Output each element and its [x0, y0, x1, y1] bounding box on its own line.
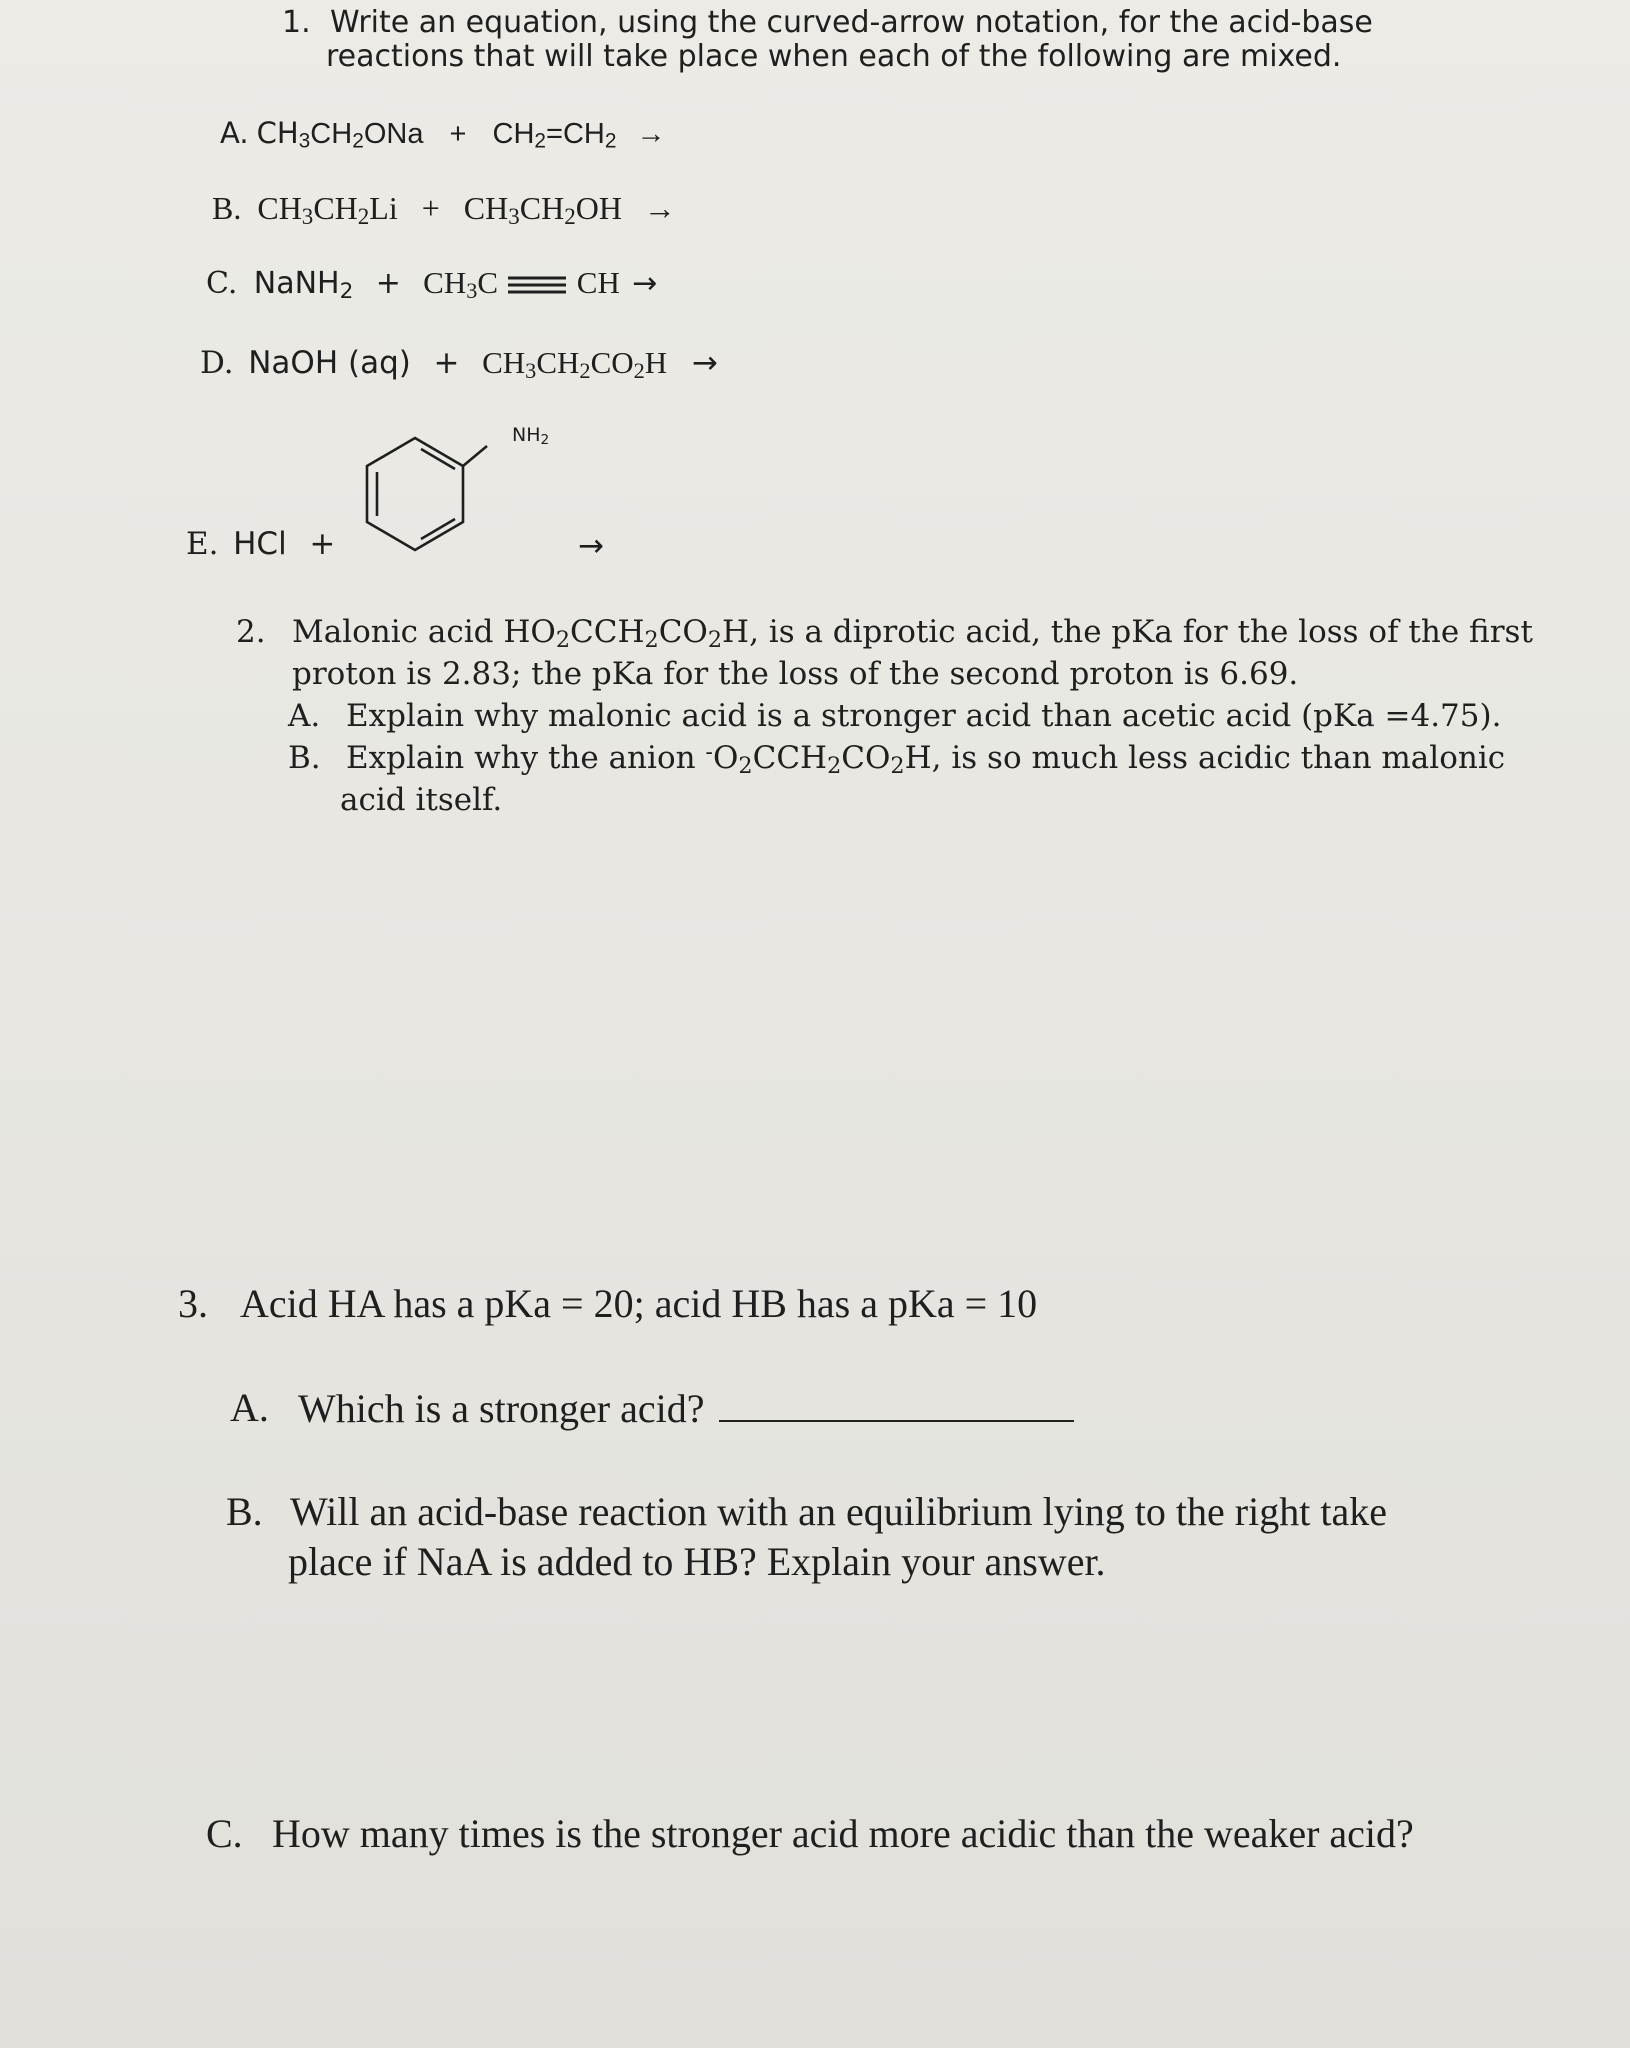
- q2-part-a: Explain why malonic acid is a stronger acid than acetic acid (pKa =4.75).: [346, 698, 1502, 734]
- q2-line2: proton is 2.83; the pKa for the loss of the second proton is 6.69.: [292, 656, 1299, 692]
- q1-prompt-line2: reactions that will take place when each of the following are mixed.: [326, 39, 1342, 74]
- q2-part-b: Explain why the anion $^-O_2CCH_2CO_2H$, is so much less acidic than malonic: [346, 739, 1506, 779]
- q2-part-a-label: A.: [288, 698, 321, 734]
- q2-line1: Malonic acid $HO_2CCH_2CO_2H$, is a diprotic acid, the pKa for the loss of the first: [292, 614, 1533, 653]
- reaction-arrow-icon: →: [636, 118, 666, 150]
- q1-number: 1.: [282, 5, 311, 40]
- aniline-structure-icon: [335, 420, 495, 560]
- triple-bond-icon: [508, 274, 566, 296]
- q3-number: 3.: [178, 1281, 208, 1326]
- q1-item-e: E. HCl +: [186, 526, 336, 562]
- reaction-arrow-icon: →: [632, 266, 658, 301]
- q1-item-d: D. NaOH $(aq) + CH_3CH_2CO_2H$ →: [200, 345, 718, 383]
- q3-part-c-label: C.: [206, 1811, 243, 1856]
- q3-part-a: Which is a stronger acid?: [298, 1384, 1074, 1433]
- q3-part-b-line1: Will an acid-base reaction with an equilibrium lying to the right take: [290, 1489, 1387, 1534]
- q1-item-a: A. $CH_3CH_2ONa + CH_2=CH_2$ →: [220, 116, 666, 153]
- q2-part-b-line2: acid itself.: [340, 782, 503, 818]
- reaction-arrow-icon: →: [691, 345, 718, 381]
- q1-prompt-line1: Write an equation, using the curved-arrow notation, for the acid-base: [330, 5, 1373, 40]
- amine-substituent-label: $NH_2$: [512, 424, 550, 448]
- q3-part-b-line2: place if NaA is added to HB? Explain your answer.: [288, 1539, 1106, 1584]
- q3-part-c: How many times is the stronger acid more acidic than the weaker acid?: [272, 1811, 1414, 1856]
- q2-number: 2.: [236, 614, 266, 650]
- q3-stem: Acid HA has a pKa = 20; acid HB has a pKa = 10: [240, 1281, 1038, 1326]
- q3-part-b-label: B.: [226, 1489, 263, 1534]
- q3-part-a-label: A.: [230, 1385, 269, 1430]
- reaction-arrow-icon: →: [643, 190, 676, 226]
- q1-item-c: C. NaNH$_2$ + $CH_3C$ CH →: [206, 265, 658, 304]
- q2-part-b-label: B.: [288, 740, 321, 776]
- q1-item-b: B. $CH_3CH_2Li + CH_3CH_2OH$ →: [212, 190, 676, 230]
- reaction-arrow-icon: →: [578, 528, 604, 564]
- answer-blank[interactable]: [719, 1384, 1074, 1422]
